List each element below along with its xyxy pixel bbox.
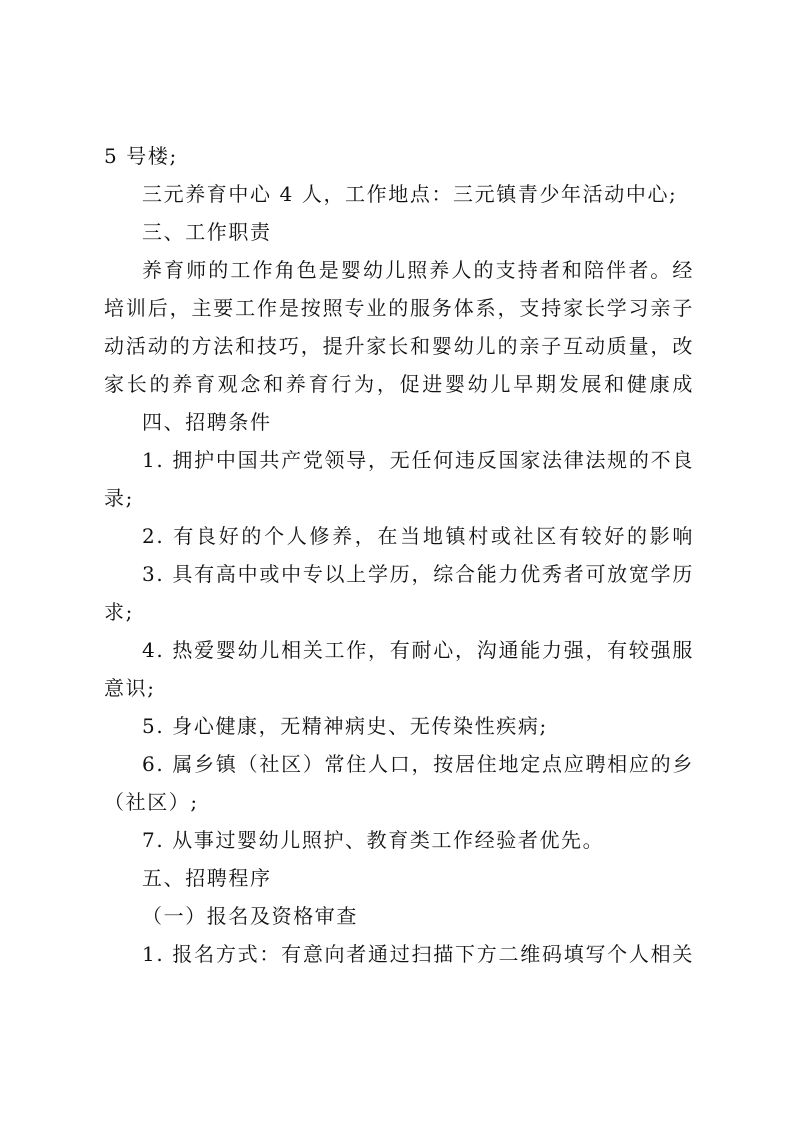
text-line: （社区）; — [104, 790, 199, 814]
text-line: 4. 热爱婴幼儿相关工作，有耐心，沟通能力强，有较强服 — [142, 638, 694, 662]
text-line: 1. 拥护中国共产党领导，无任何违反国家法律法规的不良 — [142, 448, 694, 472]
text-line: 2. 有良好的个人修养，在当地镇村或社区有较好的影响 — [142, 524, 694, 548]
text-line: 1. 报名方式：有意向者通过扫描下方二维码填写个人相关 — [142, 942, 694, 966]
text-line: 5. 身心健康，无精神病史、无传染性疾病; — [142, 714, 548, 738]
text-line: 录; — [104, 486, 134, 510]
text-line: 3. 具有高中或中专以上学历，综合能力优秀者可放宽学历 — [142, 562, 694, 586]
text-line: 养育师的工作角色是婴幼儿照养人的支持者和陪伴者。经 — [142, 258, 694, 282]
text-line: 6. 属乡镇（社区）常住人口，按居住地定点应聘相应的乡 — [142, 752, 694, 776]
subsection-heading: （一）报名及资格审查 — [142, 904, 358, 928]
text-line: 三元养育中心 4 人，工作地点：三元镇青少年活动中心; — [142, 182, 678, 206]
text-line: 培训后，主要工作是按照专业的服务体系，支持家长学习亲子 — [104, 296, 694, 320]
text-line: 意识; — [104, 676, 156, 700]
text-line: 求; — [104, 600, 134, 624]
text-line: 5 号楼; — [104, 144, 178, 168]
section-heading: 四、招聘条件 — [142, 410, 272, 434]
text-line: 动活动的方法和技巧，提升家长和婴幼儿的亲子互动质量，改 — [104, 334, 694, 358]
text-line: 家长的养育观念和养育行为，促进婴幼儿早期发展和健康成 — [104, 372, 694, 396]
section-heading: 五、招聘程序 — [142, 866, 272, 890]
text-line: 7. 从事过婴幼儿照护、教育类工作经验者优先。 — [142, 828, 605, 852]
section-heading: 三、工作职责 — [142, 220, 272, 244]
